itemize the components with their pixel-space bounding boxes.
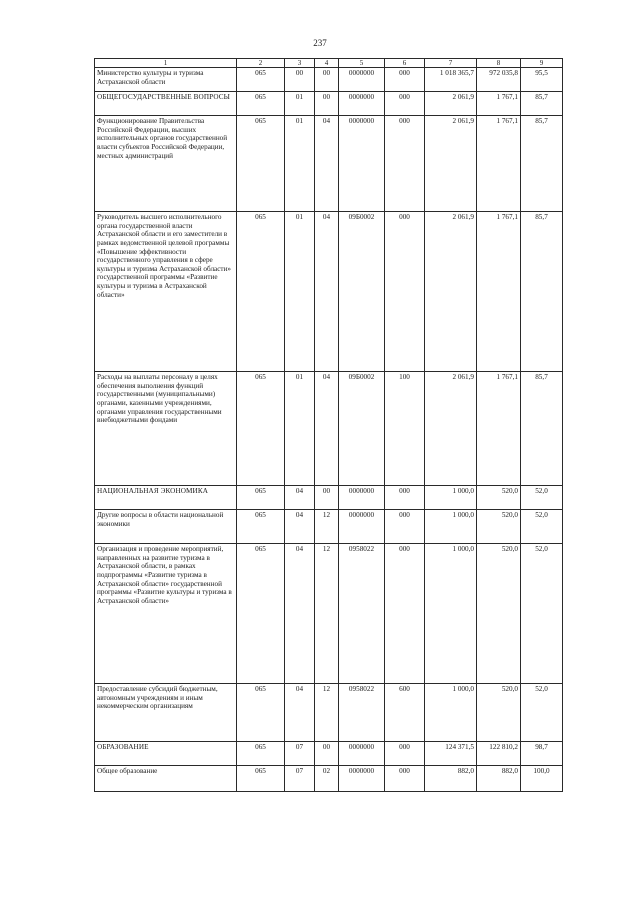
cell-section: 04	[285, 486, 315, 510]
cell-percent: 85,7	[521, 116, 563, 212]
cell-section: 01	[285, 372, 315, 486]
cell-target-item: 0958022	[339, 544, 385, 684]
table-row	[95, 742, 563, 766]
row-name: ОБЩЕГОСУДАРСТВЕННЫЕ ВОПРОСЫ	[95, 92, 237, 116]
table-row	[95, 372, 563, 486]
cell-subsection: 00	[315, 68, 339, 92]
cell-expense-type: 000	[385, 486, 425, 510]
cell-executed: 1 767,1	[477, 372, 521, 486]
cell-section: 07	[285, 742, 315, 766]
cell-admin-code: 065	[237, 92, 285, 116]
cell-expense-type: 000	[385, 742, 425, 766]
cell-percent: 85,7	[521, 212, 563, 372]
column-header: 5	[339, 59, 385, 68]
table-row	[95, 68, 563, 92]
cell-target-item: 0958022	[339, 684, 385, 742]
row-name: ОБРАЗОВАНИЕ	[95, 742, 237, 766]
row-name: Министерство культуры и туризма Астраханской области	[95, 68, 237, 92]
table-row	[95, 766, 563, 792]
column-header: 8	[477, 59, 521, 68]
cell-subsection: 12	[315, 544, 339, 684]
column-header: 6	[385, 59, 425, 68]
cell-admin-code: 065	[237, 684, 285, 742]
cell-percent: 52,0	[521, 510, 563, 544]
cell-subsection: 00	[315, 742, 339, 766]
cell-subsection: 00	[315, 92, 339, 116]
cell-target-item: 09Б0002	[339, 212, 385, 372]
page-number: 237	[313, 38, 327, 48]
cell-admin-code: 065	[237, 486, 285, 510]
table-row	[95, 510, 563, 544]
table-row	[95, 486, 563, 510]
cell-target-item: 0000000	[339, 68, 385, 92]
table-row	[95, 116, 563, 212]
cell-subsection: 12	[315, 510, 339, 544]
cell-planned: 1 000,0	[425, 544, 477, 684]
cell-section: 01	[285, 116, 315, 212]
column-header: 2	[237, 59, 285, 68]
column-header: 4	[315, 59, 339, 68]
cell-subsection: 00	[315, 486, 339, 510]
cell-planned: 2 061,9	[425, 92, 477, 116]
table-header-row	[95, 59, 563, 68]
cell-expense-type: 000	[385, 510, 425, 544]
column-header: 3	[285, 59, 315, 68]
row-name: Предоставление субсидий бюджетным, автономным учреждениям и иным некоммерческим организациям	[95, 684, 237, 742]
cell-percent: 85,7	[521, 92, 563, 116]
cell-percent: 52,0	[521, 486, 563, 510]
row-name: Функционирование Правительства Российской Федерации, высших исполнительных органов государственной власти субъектов Российской Федерации, местных администраций	[95, 116, 237, 212]
cell-subsection: 04	[315, 372, 339, 486]
cell-admin-code: 065	[237, 544, 285, 684]
cell-percent: 52,0	[521, 544, 563, 684]
row-name: Расходы на выплаты персоналу в целях обеспечения выполнения функций государственными (муниципальными) органами, казенными учреждениями, органами управления государственными внебюджетными фондами	[95, 372, 237, 486]
cell-section: 00	[285, 68, 315, 92]
row-name: НАЦИОНАЛЬНАЯ ЭКОНОМИКА	[95, 486, 237, 510]
cell-target-item: 0000000	[339, 742, 385, 766]
table-row	[95, 544, 563, 684]
table-row	[95, 212, 563, 372]
row-name: Руководитель высшего исполнительного органа государственной власти Астраханской области и его заместители в рамках ведомственной целевой программы «Повышение эффективности государственного управления в сфере культуры и туризма Астраханской области» государственной программы «Развитие культуры и туризма в Астраханской области»	[95, 212, 237, 372]
cell-executed: 882,0	[477, 766, 521, 792]
cell-planned: 2 061,9	[425, 372, 477, 486]
cell-percent: 100,0	[521, 766, 563, 792]
table-row	[95, 92, 563, 116]
cell-planned: 1 000,0	[425, 684, 477, 742]
cell-admin-code: 065	[237, 742, 285, 766]
cell-section: 04	[285, 684, 315, 742]
cell-target-item: 0000000	[339, 510, 385, 544]
cell-section: 01	[285, 92, 315, 116]
cell-executed: 1 767,1	[477, 212, 521, 372]
cell-subsection: 04	[315, 116, 339, 212]
cell-planned: 1 018 365,7	[425, 68, 477, 92]
cell-executed: 520,0	[477, 510, 521, 544]
cell-section: 01	[285, 212, 315, 372]
cell-subsection: 04	[315, 212, 339, 372]
cell-expense-type: 000	[385, 116, 425, 212]
cell-section: 04	[285, 544, 315, 684]
row-name: Общее образование	[95, 766, 237, 792]
cell-percent: 52,0	[521, 684, 563, 742]
cell-planned: 124 371,5	[425, 742, 477, 766]
cell-planned: 1 000,0	[425, 510, 477, 544]
cell-expense-type: 000	[385, 212, 425, 372]
cell-planned: 2 061,9	[425, 212, 477, 372]
cell-executed: 520,0	[477, 544, 521, 684]
cell-executed: 972 035,8	[477, 68, 521, 92]
cell-admin-code: 065	[237, 372, 285, 486]
cell-target-item: 0000000	[339, 116, 385, 212]
cell-executed: 520,0	[477, 684, 521, 742]
cell-executed: 1 767,1	[477, 92, 521, 116]
cell-executed: 520,0	[477, 486, 521, 510]
cell-section: 07	[285, 766, 315, 792]
row-name: Другие вопросы в области национальной экономики	[95, 510, 237, 544]
cell-expense-type: 600	[385, 684, 425, 742]
column-header: 9	[521, 59, 563, 68]
cell-expense-type: 000	[385, 766, 425, 792]
cell-admin-code: 065	[237, 510, 285, 544]
cell-subsection: 02	[315, 766, 339, 792]
row-name: Организация и проведение мероприятий, направленных на развитие туризма в Астраханской области, в рамках подпрограммы «Развитие туризма в Астраханской области» государственной программы «Развитие культуры и туризма в Астраханской области»	[95, 544, 237, 684]
cell-expense-type: 100	[385, 372, 425, 486]
cell-admin-code: 065	[237, 116, 285, 212]
cell-subsection: 12	[315, 684, 339, 742]
cell-expense-type: 000	[385, 92, 425, 116]
table-row	[95, 684, 563, 742]
cell-percent: 95,5	[521, 68, 563, 92]
cell-executed: 122 810,2	[477, 742, 521, 766]
cell-section: 04	[285, 510, 315, 544]
cell-admin-code: 065	[237, 766, 285, 792]
cell-admin-code: 065	[237, 212, 285, 372]
cell-expense-type: 000	[385, 544, 425, 684]
cell-target-item: 0000000	[339, 92, 385, 116]
cell-planned: 1 000,0	[425, 486, 477, 510]
cell-percent: 98,7	[521, 742, 563, 766]
cell-target-item: 0000000	[339, 486, 385, 510]
cell-percent: 85,7	[521, 372, 563, 486]
column-header: 7	[425, 59, 477, 68]
cell-expense-type: 000	[385, 68, 425, 92]
cell-executed: 1 767,1	[477, 116, 521, 212]
cell-admin-code: 065	[237, 68, 285, 92]
budget-table	[94, 58, 563, 792]
cell-target-item: 0000000	[339, 766, 385, 792]
column-header: 1	[95, 59, 237, 68]
cell-target-item: 09Б0002	[339, 372, 385, 486]
cell-planned: 882,0	[425, 766, 477, 792]
cell-planned: 2 061,9	[425, 116, 477, 212]
